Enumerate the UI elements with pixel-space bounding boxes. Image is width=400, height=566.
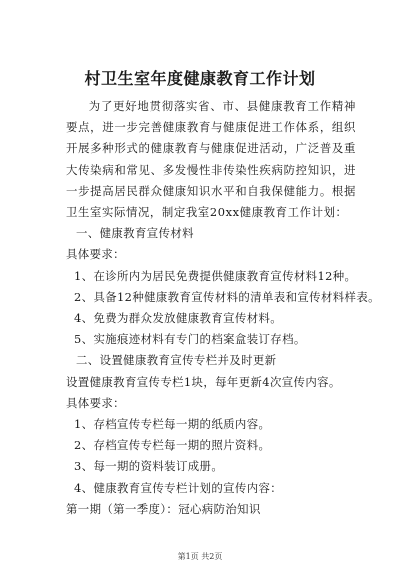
section-1-item: 1、在诊所内为居民免费提供健康教育宣传材料12种。 (74, 268, 357, 283)
page-footer: 第1页 共2页 (177, 552, 223, 561)
section-2-item: 1、存档宣传专栏每一期的纸质内容。 (74, 417, 271, 432)
quarter-1-topic: 第一期（第一季度）：冠心病防治知识 (66, 501, 261, 516)
section-1-item: 4、免费为群众发放健康教育宣传材料。 (74, 311, 283, 326)
section-2-item: 3、每一期的资料装订成册。 (74, 459, 224, 474)
section-2-requirements-label: 具体要求： (66, 395, 125, 410)
section-1-requirements-label: 具体要求： (66, 247, 125, 262)
section-2-description: 设置健康教育宣传专栏1块，每年更新4次宣传内容。 (66, 374, 341, 389)
section-1-item: 2、具备12种健康教育宣传材料的清单表和宣传材料样表。 (74, 289, 380, 304)
section-2-item: 4、健康教育宣传专栏计划的宣传内容： (74, 480, 283, 495)
intro-paragraph: 为了更好地贯彻落实省、市、县健康教育工作精神要点，进一步完善健康教育与健康促进工作体系，组织开展多种形式的健康教育与健康促进活动，广泛普及重大传染病和常见、多发慢性非传染性疾病防控知识，进一步提高居民群众健康知识水平和自我保健能力。根据卫生室实际情况，制定我室20xx健康教育工作计划： (66, 99, 356, 220)
section-2-item: 2、存档宣传专栏每一期的照片资料。 (74, 438, 271, 453)
section-1-heading: 一、健康教育宣传材料 (76, 226, 194, 241)
document-body (66, 96, 380, 520)
document-title: 村卫生室年度健康教育工作计划 (84, 69, 316, 88)
section-1-item: 5、实施痕迹材料有专门的档案盒装订存档。 (74, 332, 306, 347)
section-2-heading: 二、设置健康教育宣传专栏并及时更新 (76, 353, 277, 368)
